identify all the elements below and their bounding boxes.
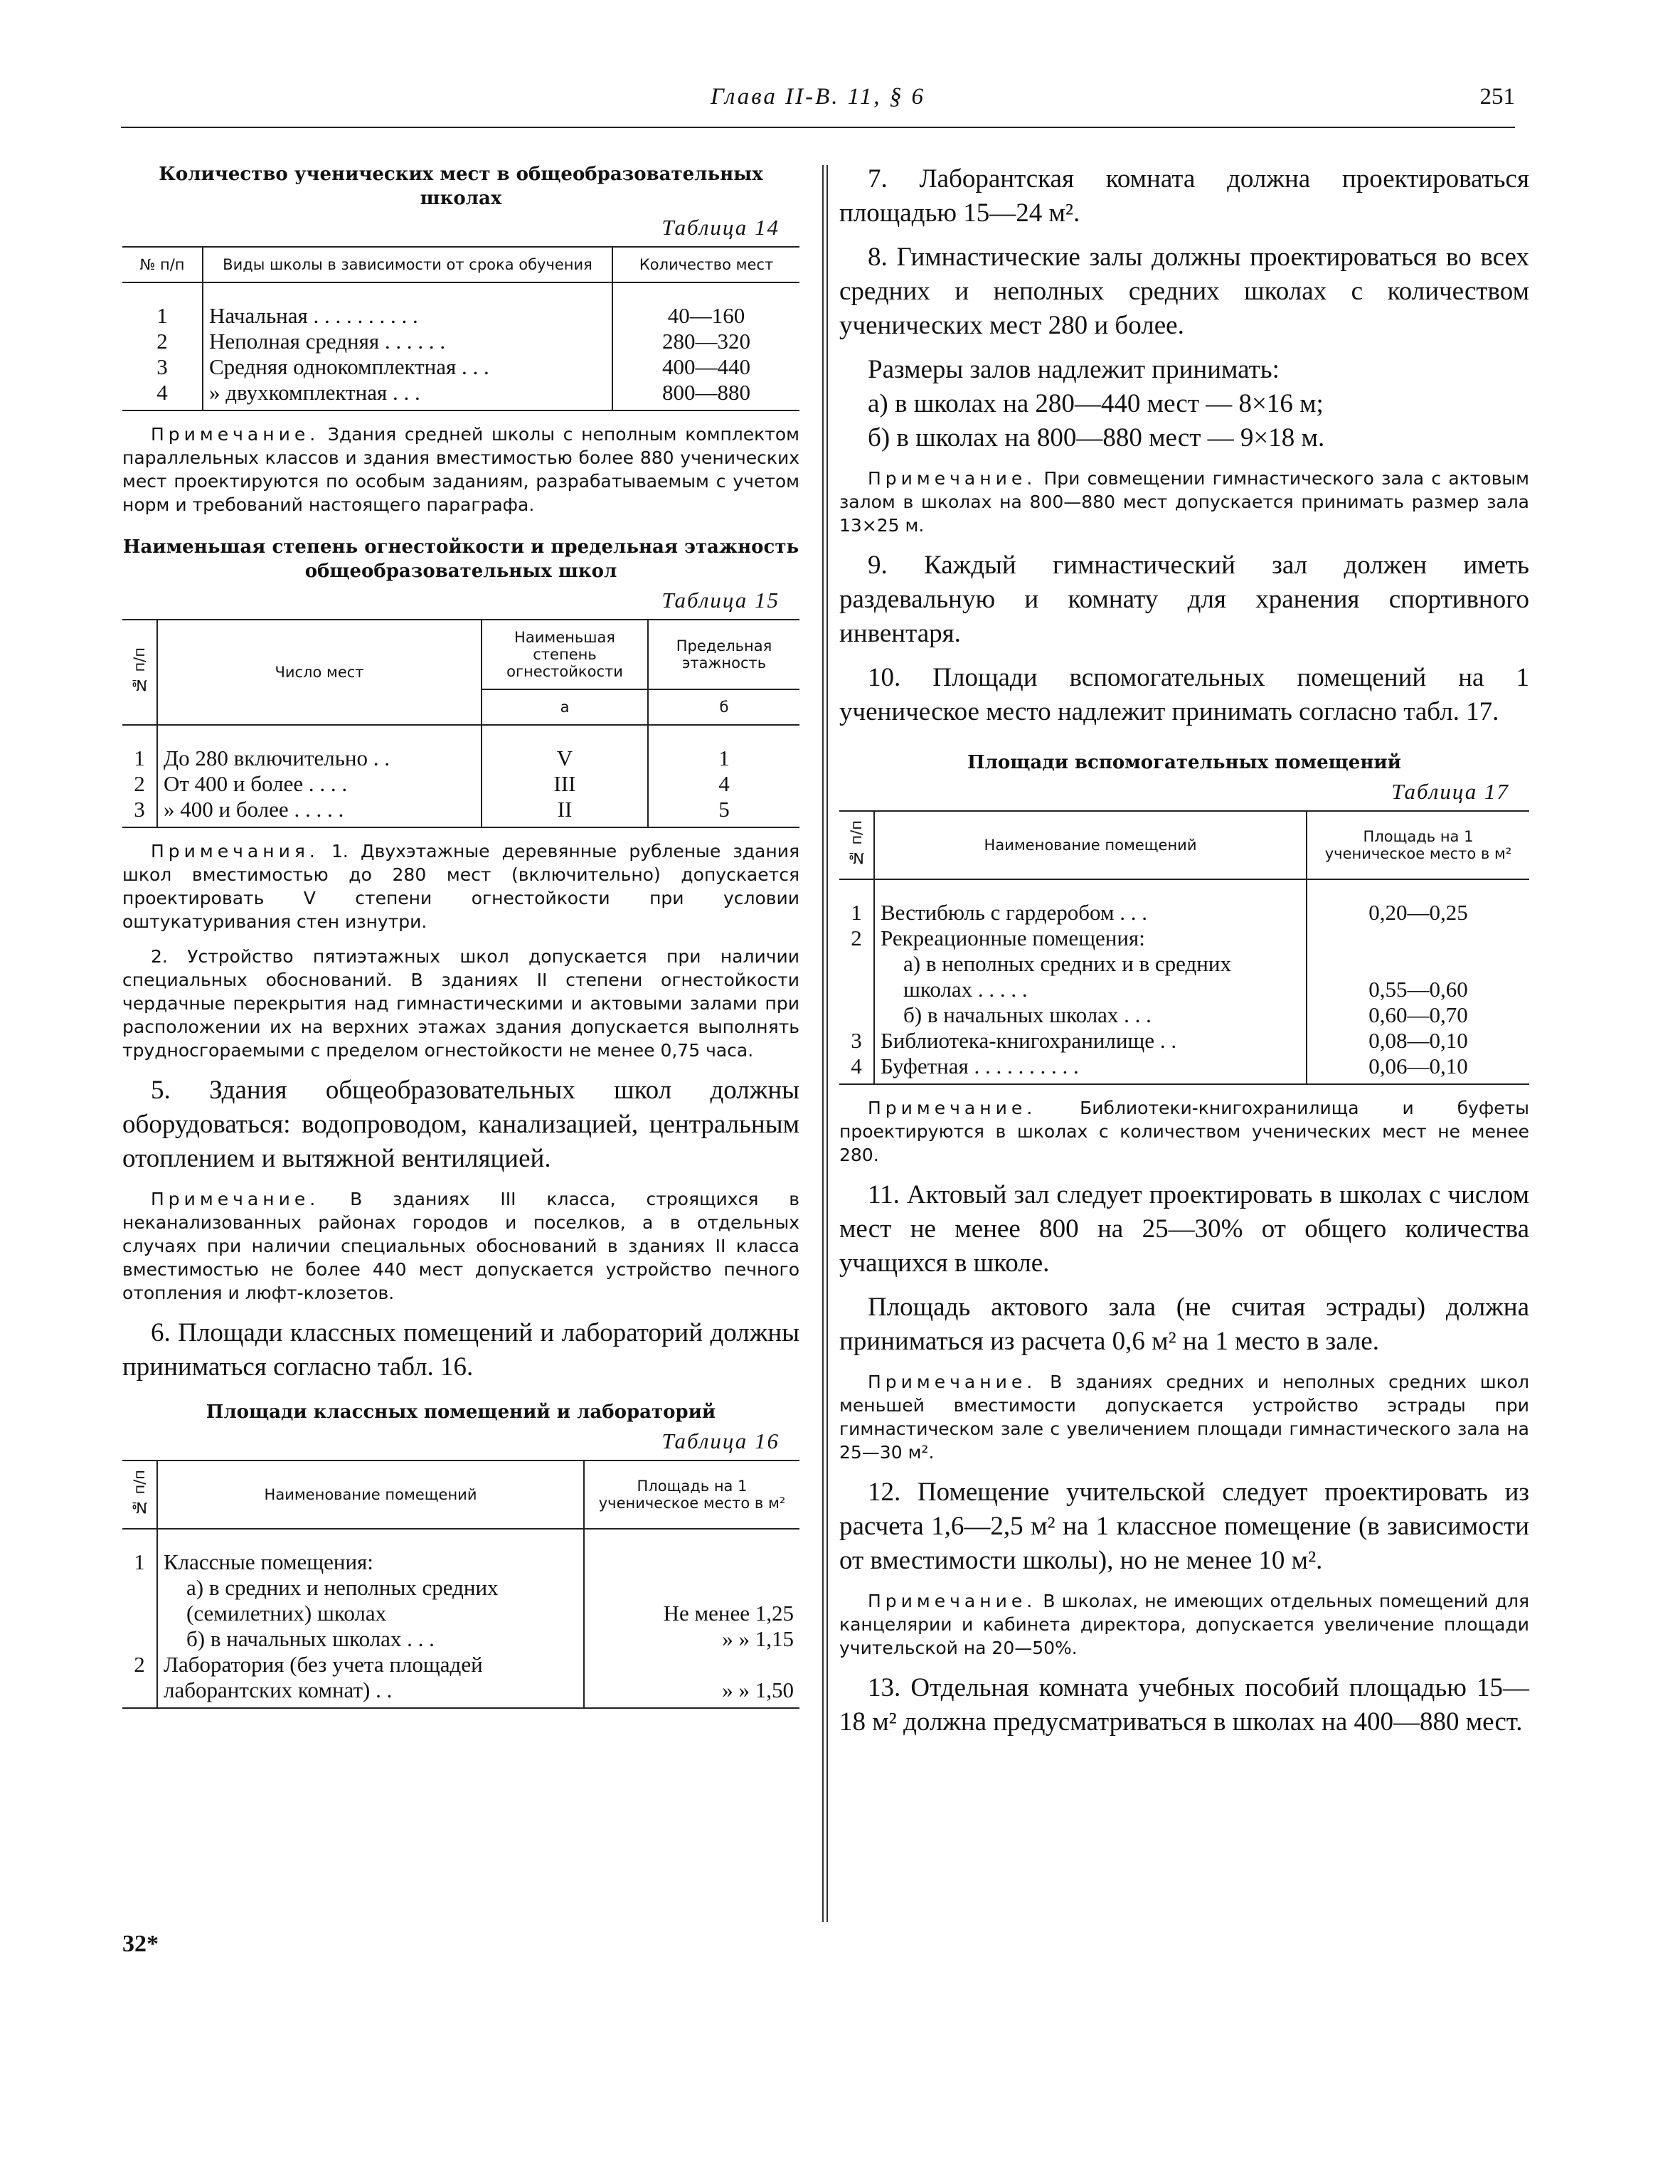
row-number: 1 — [851, 900, 862, 926]
note-5 — [122, 1187, 799, 1305]
row-name: б) в начальных школах . . . — [157, 1626, 584, 1652]
note-label: Примечание. — [868, 1372, 1037, 1393]
table17 — [839, 810, 1529, 1085]
row-value: 1 — [648, 725, 799, 771]
column-header: Наименование помещений — [157, 1461, 584, 1529]
table15-note-1 — [122, 839, 799, 933]
signature-mark: 32* — [122, 1931, 159, 1957]
row-name: От 400 и более . . . . — [157, 771, 482, 797]
column-divider — [822, 165, 828, 1922]
table16-label: Таблица 16 — [661, 1428, 780, 1453]
row-number: 2 — [851, 926, 862, 951]
note-label: Примечание. — [151, 424, 320, 445]
note-text: Библиотеки-книгохранилища и буфеты проектируются в школах с количеством ученических мест не менее 280. — [839, 1098, 1529, 1166]
table15-title: Наименьшая степень огнестойкости и предельная этажность общеобразовательных школ — [122, 536, 799, 582]
table-row — [839, 1028, 1529, 1054]
table-row — [839, 951, 1529, 1002]
row-value: 0,55—0,60 — [1307, 951, 1529, 1002]
column-header: Количество мест — [612, 247, 799, 282]
row-value: » » 1,15 — [584, 1626, 799, 1652]
row-number: 2 — [156, 329, 168, 354]
row-name: » двухкомплектная . . . — [203, 380, 612, 410]
note-text: В зданиях III класса, строящихся в неканализованных районах городов и поселков, а в отдельных случаях при наличии специальных обоснований в зданиях II класса вместимостью не более 440 мест допускается устройство печного отопления и люфт-клозетов. — [122, 1189, 800, 1303]
table17-note — [839, 1096, 1529, 1167]
table16-title: Площади классных помещений и лабораторий — [206, 1401, 716, 1423]
row-value: 400—440 — [612, 354, 799, 380]
table15-note-2: 2. Устройство пятиэтажных школ допускается при наличии специальных обоснований. В зданиях II степени огнестойкости чердачные перекрытия над гимнастическими и актовыми залами при расположении их на верхних этажах здания допускается выполнять трудносгораемыми с пределом огнестойкости не менее 0,75 часа. — [122, 946, 799, 1061]
table-row — [122, 771, 799, 797]
note-label: Примечания. — [151, 841, 319, 862]
table-row — [839, 1002, 1529, 1028]
row-name: До 280 включительно . . — [157, 725, 482, 771]
paragraph-10: 10. Площади вспомогательных помещений на 1 ученическое место надлежит принимать согласно табл. 17. — [839, 663, 1529, 726]
table-header-row — [122, 247, 799, 282]
note-label: Примечание. — [868, 1591, 1037, 1612]
row-value: 280—320 — [612, 329, 799, 354]
row-value: 5 — [648, 797, 799, 827]
row-name: Буфетная . . . . . . . . . . — [874, 1054, 1307, 1084]
row-value: 0,60—0,70 — [1307, 1002, 1529, 1028]
row-name: Неполная средняя . . . . . . — [203, 329, 612, 354]
row-number: 1 — [134, 746, 145, 770]
table14 — [122, 246, 799, 411]
note-text: Здания средней школы с неполным комплектом параллельных классов и здания вместимостью более 880 ученических мест проектируются по особым заданиям, разрабатываемым с учетом норм и требований настоящего параграфа. — [122, 424, 799, 515]
row-value — [584, 1529, 799, 1575]
note-text: При совмещении гимнастического зала с актовым залом в школах на 800—880 мест допускается принимать размер зала 13×25 м. — [839, 468, 1529, 536]
row-value: 0,20—0,25 — [1307, 879, 1529, 926]
table-row — [122, 1626, 799, 1652]
column-subheader: б — [648, 689, 799, 725]
row-value: II — [482, 797, 648, 827]
row-value: V — [482, 725, 648, 771]
table-header-row — [122, 620, 799, 689]
row-name: а) в неполных средних и в средних школах . . . . . — [874, 951, 1307, 1002]
table-row — [122, 1529, 799, 1575]
row-value — [1307, 926, 1529, 951]
row-value: 0,08—0,10 — [1307, 1028, 1529, 1054]
row-value: Не менее 1,25 — [584, 1575, 799, 1626]
table-row — [122, 1652, 799, 1708]
row-number: 2 — [134, 771, 145, 796]
page-number: 251 — [1479, 84, 1515, 110]
row-value: 0,06—0,10 — [1307, 1054, 1529, 1084]
table14-title: Количество ученических мест в общеобразовательных школах — [159, 164, 763, 209]
column-header: Наименьшая степень огнестойкости — [482, 620, 648, 689]
column-header: № п/п — [122, 620, 157, 725]
note-11 — [839, 1370, 1529, 1464]
note-12 — [839, 1589, 1529, 1660]
paragraph-8d: б) в школах на 800—880 мест — 9×18 м. — [868, 423, 1325, 452]
table-row — [122, 282, 799, 329]
table15-label: Таблица 15 — [661, 588, 780, 613]
column-header: № п/п — [122, 247, 203, 282]
column-header: Предельная этажность — [648, 620, 799, 689]
paragraph-6: 6. Площади классных помещений и лабораторий должны приниматься согласно табл. 16. — [122, 1318, 799, 1382]
table-row — [122, 354, 799, 380]
running-header — [121, 84, 1515, 128]
note-label: Примечание. — [151, 1189, 320, 1209]
row-name: а) в средних и неполных средних (семилетних) школах — [157, 1575, 584, 1626]
row-value: 40—160 — [612, 282, 799, 329]
row-number — [122, 1626, 157, 1652]
paragraph-7: 7. Лаборантская комната должна проектироваться площадью 15—24 м². — [839, 164, 1529, 228]
table-header-row — [122, 1461, 799, 1529]
row-number: 3 — [851, 1028, 862, 1054]
right-column — [839, 162, 1529, 1749]
paragraph-9: 9. Каждый гимнастический зал должен иметь раздевальную и комнату для хранения спортивного инвентаря. — [839, 551, 1529, 648]
paragraph-8b: Размеры залов надлежит принимать: — [868, 355, 1280, 384]
paragraph-11: 11. Актовый зал следует проектировать в школах с числом мест не менее 800 на 25—30% от общего количества учащихся в школе. — [839, 1180, 1529, 1278]
row-name: б) в начальных школах . . . — [874, 1002, 1307, 1028]
table-row — [122, 725, 799, 771]
column-header: Число мест — [157, 620, 482, 725]
table-row — [122, 1575, 799, 1626]
paragraph-8: 8. Гимнастические залы должны проектироваться во всех средних и неполных средних школах с количеством ученических мест 280 и более. — [839, 243, 1529, 340]
column-header: Площадь на 1 ученическое место в м² — [584, 1461, 799, 1529]
column-header: Наименование помещений — [874, 811, 1307, 879]
column-header: Виды школы в зависимости от срока обучения — [203, 247, 612, 282]
table17-title: Площади вспомогательных помещений — [967, 752, 1401, 773]
paragraph-8c: а) в школах на 280—440 мест — 8×16 м; — [868, 389, 1324, 418]
table14-note — [122, 423, 799, 516]
note-text: В зданиях средних и неполных средних школ меньшей вместимости допускается устройство эстрады при гимнастическом зале с увеличением площади гимнастического зала на 25—30 м². — [839, 1372, 1529, 1463]
row-number — [839, 951, 874, 1002]
row-name: Начальная . . . . . . . . . . — [203, 282, 612, 329]
table-row — [122, 380, 799, 410]
row-value: III — [482, 771, 648, 797]
paragraph-5: 5. Здания общеобразовательных школ должны оборудоваться: водопроводом, канализацией, центральным отоплением и вытяжной вентиляцией. — [122, 1076, 799, 1173]
table14-label: Таблица 14 — [661, 215, 780, 240]
column-header: № п/п — [122, 1461, 157, 1529]
row-name: » 400 и более . . . . . — [157, 797, 482, 827]
note-8 — [839, 467, 1529, 537]
table-header-row — [839, 811, 1529, 879]
row-name: Рекреационные помещения: — [874, 926, 1307, 951]
table-row — [122, 797, 799, 827]
row-number: 4 — [122, 380, 203, 410]
table16 — [122, 1460, 799, 1709]
note-text: 1. Двухэтажные деревянные рубленые здания школ вместимостью до 280 мест (включительно) допускается проектировать V степени огнестойкости при условии оштукатуривания стен изнутри. — [122, 841, 799, 932]
chapter-title: Глава II-В. 11, § 6 — [710, 84, 926, 110]
row-number — [122, 1575, 157, 1626]
table-row — [839, 1054, 1529, 1084]
note-label: Примечание. — [868, 468, 1037, 489]
row-name: Лаборатория (без учета площадей лаборантских комнат) . . — [157, 1652, 584, 1708]
row-value: » » 1,50 — [584, 1652, 799, 1708]
left-column — [122, 162, 799, 1709]
row-name: Вестибюль с гардеробом . . . — [874, 879, 1307, 926]
row-number: 1 — [134, 1549, 145, 1575]
row-name: Классные помещения: — [157, 1529, 584, 1575]
note-text: В школах, не имеющих отдельных помещений для канцелярии и кабинета директора, допускается увеличение площади учительской на 20—50%. — [839, 1591, 1530, 1659]
paragraph-13: 13. Отдельная комната учебных пособий площадью 15—18 м² должна предусматриваться в школах на 400—880 мест. — [839, 1673, 1529, 1737]
table15 — [122, 619, 799, 828]
row-name: Библиотека-книгохранилище . . — [874, 1028, 1307, 1054]
paragraph-11b: Площадь актового зала (не считая эстрады) должна приниматься из расчета 0,6 м² на 1 место в зале. — [839, 1293, 1529, 1357]
column-subheader: а — [482, 689, 648, 725]
column-header: Площадь на 1 ученическое место в м² — [1307, 811, 1529, 879]
row-number: 4 — [839, 1054, 874, 1084]
paragraph-12: 12. Помещение учительской следует проектировать из расчета 1,6—2,5 м² на 1 классное помещение (в зависимости от вместимости школы), но не менее 10 м². — [839, 1478, 1529, 1576]
column-header: № п/п — [839, 811, 874, 879]
row-name: Средняя однокомплектная . . . — [203, 354, 612, 380]
row-number: 3 — [122, 797, 157, 827]
row-number: 2 — [122, 1652, 157, 1708]
note-label: Примечание. — [868, 1098, 1037, 1119]
table17-label: Таблица 17 — [1391, 779, 1509, 804]
row-value: 4 — [648, 771, 799, 797]
table-row — [122, 329, 799, 354]
row-number — [839, 1002, 874, 1028]
row-number: 1 — [156, 303, 168, 328]
table-row — [839, 879, 1529, 926]
row-value: 800—880 — [612, 380, 799, 410]
row-number: 3 — [156, 354, 168, 379]
table-row — [839, 926, 1529, 951]
